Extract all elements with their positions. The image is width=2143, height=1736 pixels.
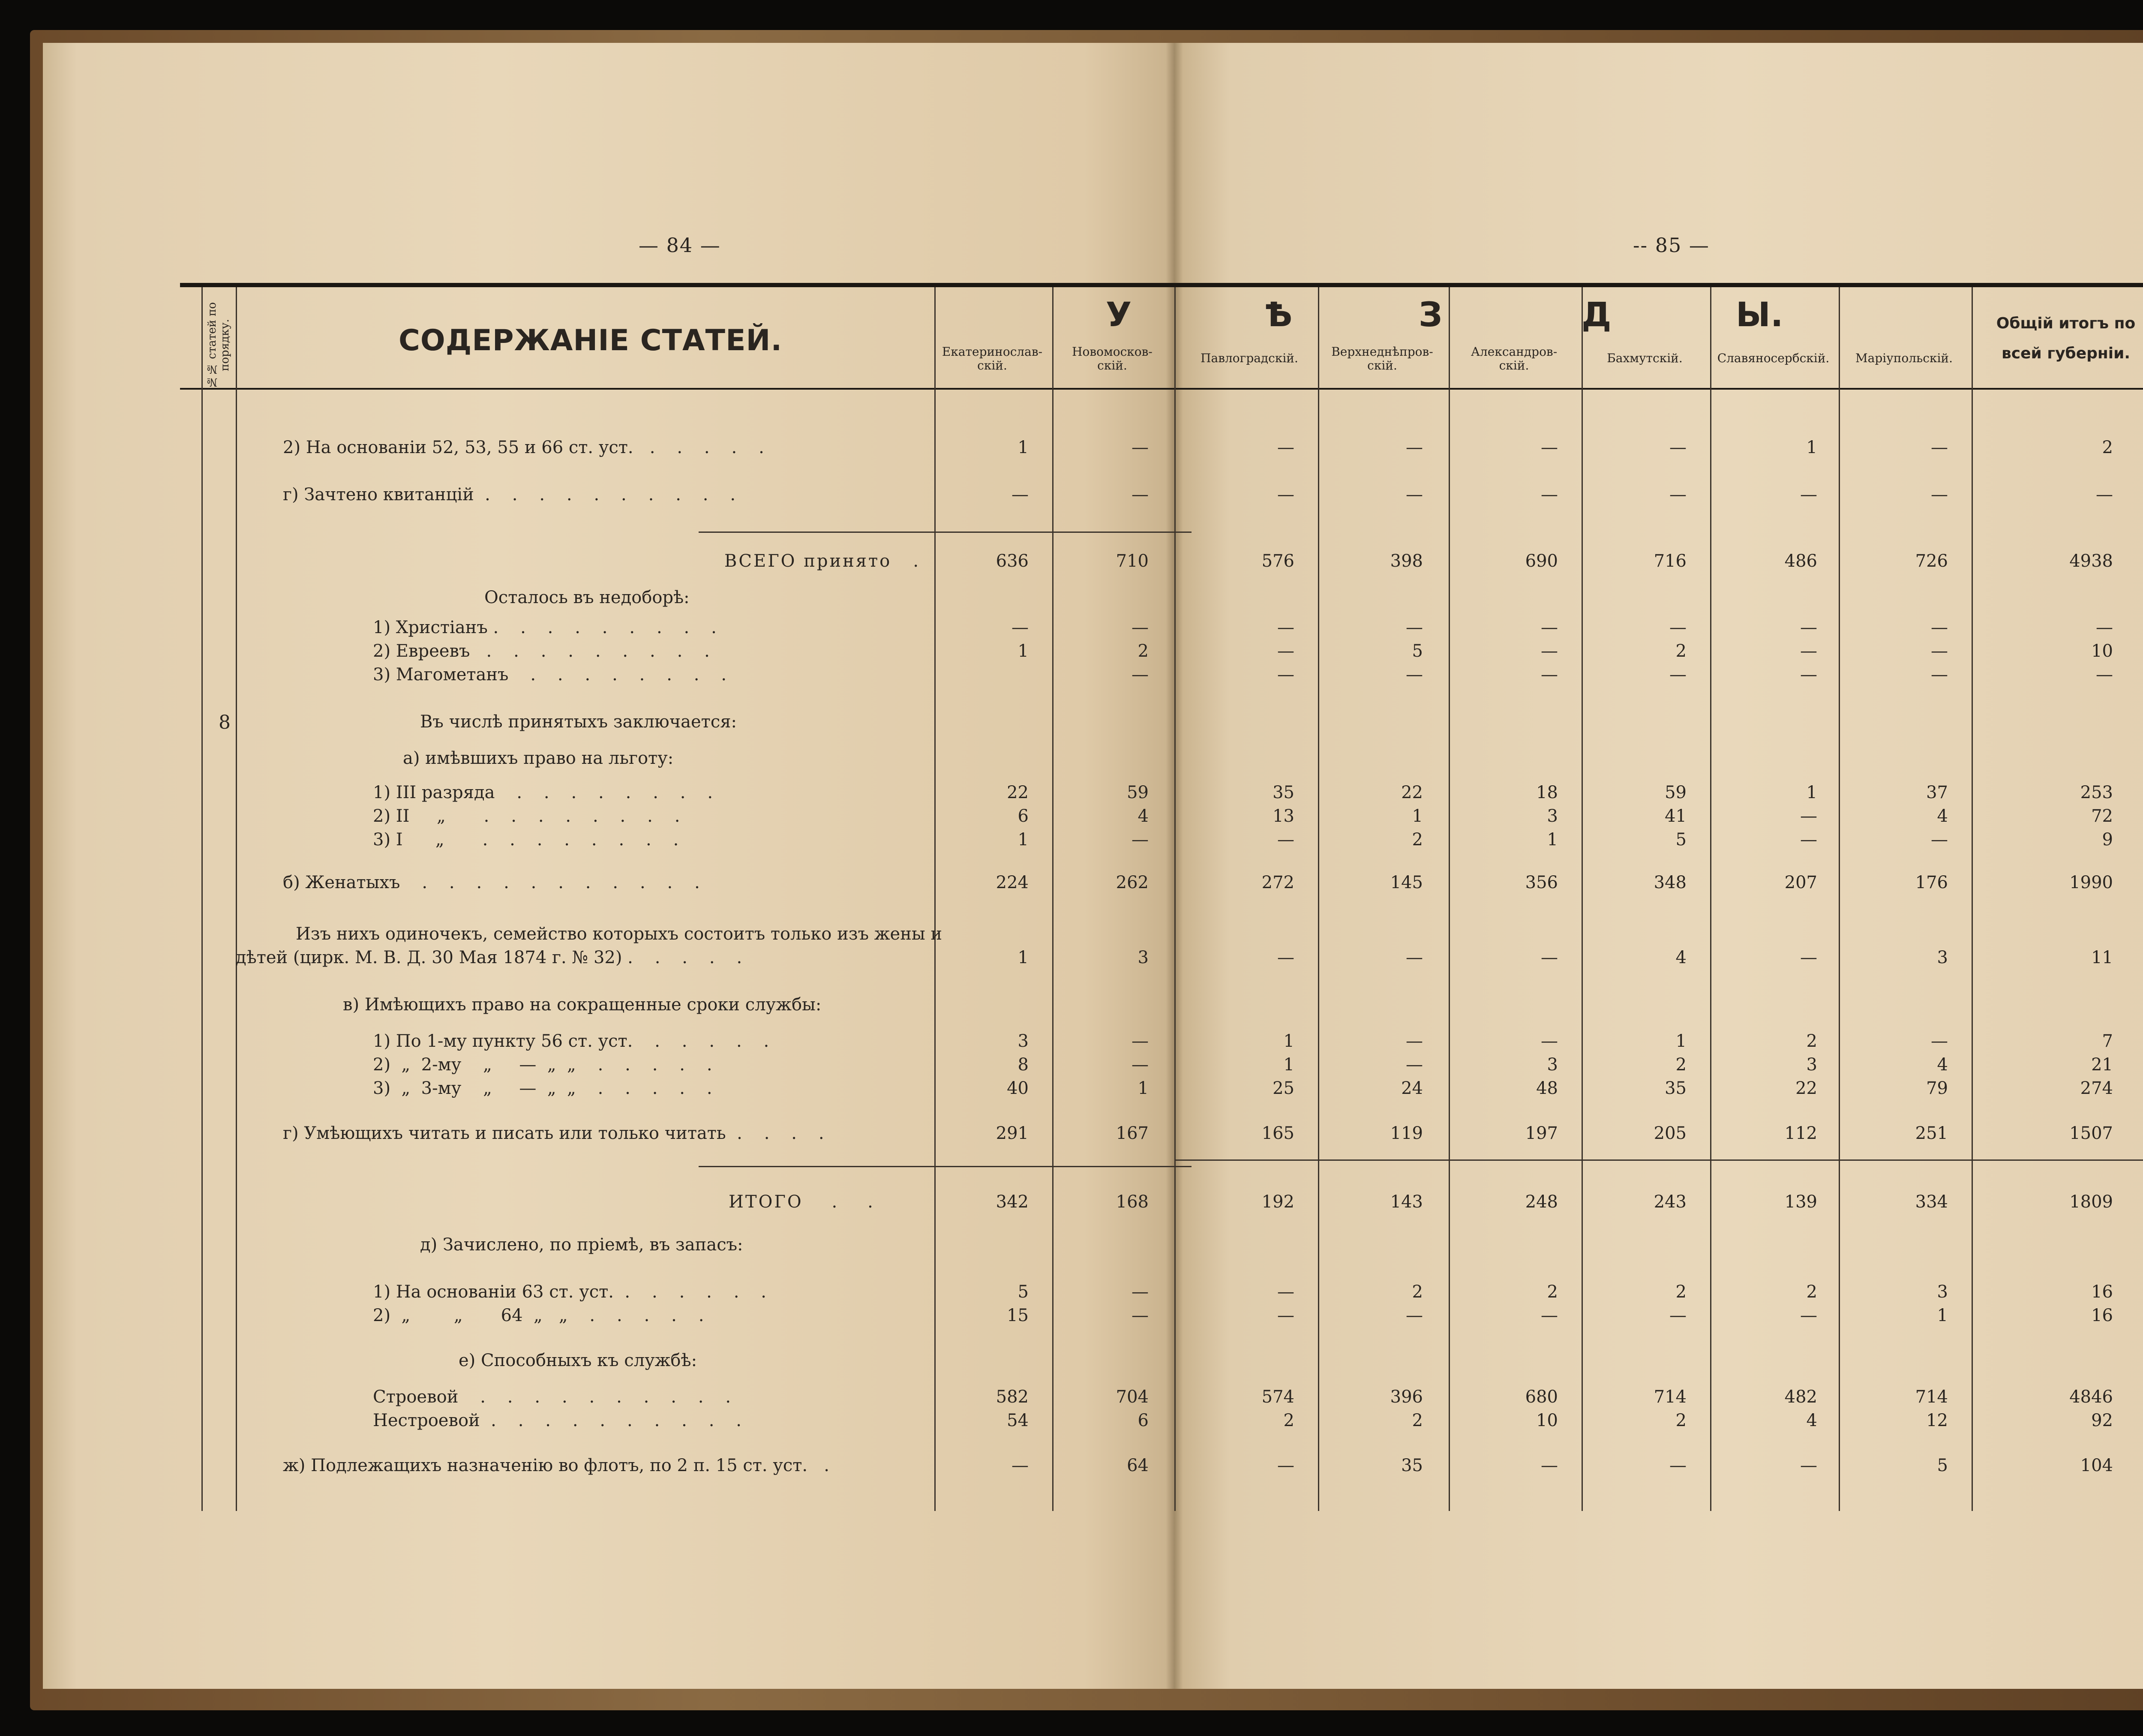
district-value-cell: 690 bbox=[1525, 551, 1558, 571]
district-header-line: скій. bbox=[1367, 358, 1397, 372]
district-value-cell: 1 bbox=[1283, 1055, 1294, 1075]
column-divider bbox=[934, 287, 936, 1511]
district-column-header bbox=[1318, 345, 1447, 372]
total-value-cell: 10 bbox=[2091, 641, 2113, 661]
row-label: 2) „ 2-му „ — „ „ . . . . . bbox=[373, 1055, 712, 1075]
district-value-cell: — bbox=[1800, 830, 1817, 850]
district-value-cell: 40 bbox=[1007, 1078, 1029, 1098]
district-value-cell: — bbox=[1541, 438, 1558, 457]
district-value-cell: 574 bbox=[1261, 1387, 1294, 1407]
table-rule bbox=[699, 532, 934, 533]
total-value-cell: 2 bbox=[2102, 438, 2113, 457]
row-label: 1) Христіанъ . . . . . . . . . bbox=[373, 618, 717, 637]
district-value-cell: 4 bbox=[1675, 948, 1687, 967]
district-column-header bbox=[1183, 351, 1316, 365]
district-value-cell: — bbox=[1541, 948, 1558, 967]
row-label: е) Способныхъ къ службѣ: bbox=[459, 1351, 697, 1370]
header-bottom-rule bbox=[180, 388, 2143, 390]
district-value-cell: 272 bbox=[1261, 873, 1294, 892]
district-value-cell: 3 bbox=[1937, 1282, 1948, 1302]
district-value-cell: — bbox=[1406, 948, 1423, 967]
district-value-cell: — bbox=[1132, 830, 1149, 850]
district-column-header bbox=[1839, 351, 1969, 365]
district-header-line: Новомосков- bbox=[1072, 345, 1153, 359]
district-value-cell: 482 bbox=[1784, 1387, 1817, 1407]
total-value-cell: — bbox=[2096, 618, 2113, 637]
district-value-cell: 3 bbox=[1138, 948, 1149, 967]
page-number-left: — 84 — bbox=[639, 234, 721, 257]
district-value-cell: — bbox=[1011, 485, 1029, 505]
district-header-line: Славяносербскій. bbox=[1717, 351, 1830, 365]
district-value-cell: 79 bbox=[1926, 1078, 1948, 1098]
district-value-cell: — bbox=[1011, 618, 1029, 637]
district-value-cell: — bbox=[1931, 641, 1948, 661]
district-value-cell: — bbox=[1541, 641, 1558, 661]
district-value-cell: 398 bbox=[1390, 551, 1423, 571]
district-header-line: Екатеринослав- bbox=[942, 345, 1043, 359]
district-value-cell: 710 bbox=[1116, 551, 1149, 571]
uezdy-letter-1: У bbox=[1106, 296, 1132, 334]
row-label: 2) На основаніи 52, 53, 55 и 66 ст. уст. . . . . . bbox=[283, 438, 764, 457]
district-value-cell: 3 bbox=[1547, 1055, 1558, 1075]
column-divider bbox=[1710, 287, 1711, 1511]
district-value-cell: — bbox=[1931, 485, 1948, 505]
district-value-cell: 3 bbox=[1937, 948, 1948, 967]
district-value-cell: 1 bbox=[1412, 806, 1423, 826]
district-value-cell: — bbox=[1406, 1306, 1423, 1325]
district-value-cell: 714 bbox=[1915, 1387, 1948, 1407]
district-value-cell: — bbox=[1931, 830, 1948, 850]
row-label: 1) III разряда . . . . . . . . bbox=[373, 783, 713, 802]
column-divider bbox=[1449, 287, 1450, 1511]
district-value-cell: 165 bbox=[1261, 1123, 1294, 1143]
district-value-cell: — bbox=[1277, 641, 1294, 661]
district-value-cell: 1 bbox=[1138, 1078, 1149, 1098]
district-value-cell: — bbox=[1406, 1031, 1423, 1051]
total-value-cell: 21 bbox=[2091, 1055, 2113, 1075]
district-value-cell: — bbox=[1132, 1031, 1149, 1051]
total-column-header: Общій итогъ по всей губерніи. bbox=[1996, 315, 2136, 362]
district-value-cell: 243 bbox=[1654, 1192, 1687, 1212]
column-divider bbox=[1839, 287, 1840, 1511]
uezdy-letter-4: Д bbox=[1582, 296, 1612, 334]
district-value-cell: — bbox=[1669, 1456, 1687, 1475]
left-page bbox=[43, 43, 1174, 1689]
row-label: д) Зачислено, по пріемѣ, въ запасъ: bbox=[420, 1235, 743, 1255]
district-value-cell: 636 bbox=[996, 551, 1029, 571]
district-value-cell: 680 bbox=[1525, 1387, 1558, 1407]
district-column-header bbox=[1449, 345, 1579, 372]
district-value-cell: 3 bbox=[1547, 806, 1558, 826]
total-value-cell: — bbox=[2096, 485, 2113, 505]
district-value-cell: — bbox=[1541, 665, 1558, 685]
total-value-cell: 253 bbox=[2080, 783, 2113, 802]
total-value-cell: 92 bbox=[2091, 1411, 2113, 1430]
district-value-cell: — bbox=[1277, 948, 1294, 967]
row-label: Строевой . . . . . . . . . . bbox=[373, 1387, 731, 1407]
row-label: ж) Подлежащихъ назначенію во флотъ, по 2 п. 15 ст. уст. . bbox=[283, 1456, 829, 1475]
district-value-cell: 5 bbox=[1412, 641, 1423, 661]
district-value-cell: 2 bbox=[1283, 1411, 1294, 1430]
column-divider bbox=[1582, 287, 1583, 1511]
district-value-cell: 119 bbox=[1390, 1123, 1423, 1143]
total-value-cell: 72 bbox=[2091, 806, 2113, 826]
column-divider bbox=[1972, 287, 1973, 1511]
district-value-cell: 37 bbox=[1926, 783, 1948, 802]
district-value-cell: 1 bbox=[1017, 948, 1029, 967]
district-header-line: скій. bbox=[1097, 358, 1127, 372]
district-column-header bbox=[1582, 351, 1708, 365]
district-value-cell: — bbox=[1406, 618, 1423, 637]
total-value-cell: — bbox=[2096, 665, 2113, 685]
district-value-cell: 6 bbox=[1017, 806, 1029, 826]
right-page bbox=[1174, 43, 2143, 1689]
column-divider bbox=[1052, 287, 1053, 1511]
district-value-cell: 18 bbox=[1536, 783, 1558, 802]
district-value-cell: 2 bbox=[1806, 1282, 1817, 1302]
row-label: а) имѣвшихъ право на льготу: bbox=[403, 748, 674, 768]
district-value-cell: 1 bbox=[1283, 1031, 1294, 1051]
table-rule bbox=[699, 1166, 934, 1167]
district-value-cell: 2 bbox=[1138, 641, 1149, 661]
district-value-cell: — bbox=[1132, 1306, 1149, 1325]
district-value-cell: 205 bbox=[1654, 1123, 1687, 1143]
district-value-cell: — bbox=[1132, 1282, 1149, 1302]
row-label: 3) „ 3-му „ — „ „ . . . . . bbox=[373, 1078, 712, 1098]
district-value-cell: — bbox=[1931, 1031, 1948, 1051]
district-value-cell: — bbox=[1669, 665, 1687, 685]
district-header-line: Маріупольскій. bbox=[1855, 351, 1953, 365]
district-value-cell: 12 bbox=[1926, 1411, 1948, 1430]
district-value-cell: 35 bbox=[1665, 1078, 1687, 1098]
district-value-cell: — bbox=[1541, 1031, 1558, 1051]
district-value-cell: — bbox=[1541, 1456, 1558, 1475]
row-label: ИТОГО . . bbox=[729, 1192, 875, 1212]
district-value-cell: 2 bbox=[1675, 1282, 1687, 1302]
district-value-cell: 59 bbox=[1127, 783, 1149, 802]
district-value-cell: — bbox=[1800, 1306, 1817, 1325]
district-value-cell: 22 bbox=[1401, 783, 1423, 802]
district-value-cell: 10 bbox=[1536, 1411, 1558, 1430]
district-value-cell: 1 bbox=[1806, 783, 1817, 802]
district-value-cell: 486 bbox=[1784, 551, 1817, 571]
district-value-cell: 726 bbox=[1915, 551, 1948, 571]
district-value-cell: — bbox=[1931, 618, 1948, 637]
district-value-cell: 291 bbox=[996, 1123, 1029, 1143]
district-value-cell: 35 bbox=[1273, 783, 1294, 802]
total-value-cell: 16 bbox=[2091, 1306, 2113, 1325]
district-value-cell: — bbox=[1800, 618, 1817, 637]
row-label: 3) I „ . . . . . . . . bbox=[373, 830, 679, 850]
district-value-cell: 4 bbox=[1806, 1411, 1817, 1430]
district-value-cell: — bbox=[1931, 665, 1948, 685]
total-value-cell: 1990 bbox=[2069, 873, 2113, 892]
district-value-cell: — bbox=[1277, 1456, 1294, 1475]
district-value-cell: 24 bbox=[1401, 1078, 1423, 1098]
district-value-cell: — bbox=[1800, 1456, 1817, 1475]
district-value-cell: 262 bbox=[1116, 873, 1149, 892]
row-label: ВСЕГО принято . bbox=[724, 551, 921, 571]
district-value-cell: 139 bbox=[1784, 1192, 1817, 1212]
row-label: 3) Магометанъ . . . . . . . . bbox=[373, 665, 727, 685]
district-value-cell: 2 bbox=[1412, 1282, 1423, 1302]
district-value-cell: 1 bbox=[1675, 1031, 1687, 1051]
district-value-cell: — bbox=[1277, 438, 1294, 457]
district-value-cell: 1 bbox=[1806, 438, 1817, 457]
district-value-cell: 112 bbox=[1784, 1123, 1817, 1143]
district-value-cell: — bbox=[1132, 485, 1149, 505]
district-value-cell: 35 bbox=[1401, 1456, 1423, 1475]
district-value-cell: 13 bbox=[1273, 806, 1294, 826]
district-value-cell: — bbox=[1132, 665, 1149, 685]
district-header-line: Бахмутскій. bbox=[1607, 351, 1683, 365]
district-value-cell: 334 bbox=[1915, 1192, 1948, 1212]
district-header-line: скій. bbox=[1499, 358, 1529, 372]
column-divider bbox=[236, 287, 237, 1511]
district-value-cell: 2 bbox=[1675, 641, 1687, 661]
district-value-cell: — bbox=[1800, 948, 1817, 967]
district-value-cell: 2 bbox=[1547, 1282, 1558, 1302]
district-value-cell: — bbox=[1800, 665, 1817, 685]
district-value-cell: 143 bbox=[1390, 1192, 1423, 1212]
section-number: 8 bbox=[219, 712, 231, 733]
district-value-cell: 1 bbox=[1547, 830, 1558, 850]
district-value-cell: — bbox=[1800, 806, 1817, 826]
district-value-cell: 22 bbox=[1007, 783, 1029, 802]
district-value-cell: — bbox=[1277, 665, 1294, 685]
district-value-cell: 6 bbox=[1138, 1411, 1149, 1430]
district-column-header bbox=[934, 345, 1050, 372]
district-value-cell: 59 bbox=[1665, 783, 1687, 802]
district-value-cell: 342 bbox=[996, 1192, 1029, 1212]
district-value-cell: — bbox=[1669, 618, 1687, 637]
district-value-cell: — bbox=[1011, 1456, 1029, 1475]
total-value-cell: 11 bbox=[2091, 948, 2113, 967]
district-value-cell: — bbox=[1931, 438, 1948, 457]
district-value-cell: — bbox=[1669, 1306, 1687, 1325]
row-label: Изъ нихъ одиночекъ, семейство которыхъ состоитъ только изъ жены и bbox=[296, 924, 942, 944]
district-value-cell: — bbox=[1277, 830, 1294, 850]
district-value-cell: — bbox=[1406, 438, 1423, 457]
district-value-cell: — bbox=[1800, 641, 1817, 661]
district-value-cell: — bbox=[1406, 1055, 1423, 1075]
row-label: Осталось въ недоборѣ: bbox=[484, 588, 690, 607]
district-value-cell: 4 bbox=[1138, 806, 1149, 826]
row-label: 2) „ „ 64 „ „ . . . . . bbox=[373, 1306, 704, 1325]
district-value-cell: 64 bbox=[1127, 1456, 1149, 1475]
row-label: Нестроевой . . . . . . . . . . bbox=[373, 1411, 742, 1430]
row-label: 2) II „ . . . . . . . . bbox=[373, 806, 680, 826]
table-rule bbox=[934, 1166, 1192, 1167]
district-value-cell: 4 bbox=[1937, 806, 1948, 826]
district-value-cell: 48 bbox=[1536, 1078, 1558, 1098]
district-value-cell: 576 bbox=[1261, 551, 1294, 571]
district-header-line: Павлоградскій. bbox=[1201, 351, 1298, 365]
district-header-line: скій. bbox=[977, 358, 1007, 372]
uezdy-letter-3: З bbox=[1419, 296, 1443, 334]
district-value-cell: 2 bbox=[1412, 830, 1423, 850]
row-label: в) Имѣющихъ право на сокращенные сроки службы: bbox=[343, 995, 822, 1015]
row-label: 1) На основаніи 63 ст. уст. . . . . . . bbox=[373, 1282, 767, 1302]
district-value-cell: 3 bbox=[1017, 1031, 1029, 1051]
table-rule bbox=[934, 532, 1192, 533]
uezdy-letter-2: Ѣ bbox=[1264, 296, 1293, 334]
district-value-cell: 2 bbox=[1675, 1411, 1687, 1430]
district-value-cell: 197 bbox=[1525, 1123, 1558, 1143]
district-value-cell: — bbox=[1277, 618, 1294, 637]
total-value-cell: 4846 bbox=[2069, 1387, 2113, 1407]
column-divider bbox=[1174, 287, 1176, 1511]
district-value-cell: 356 bbox=[1525, 873, 1558, 892]
table-rule bbox=[1174, 1159, 2143, 1161]
row-label: дѣтей (цирк. М. В. Д. 30 Мая 1874 г. № 32) . . . . . bbox=[236, 948, 742, 967]
district-header-line: Верхнеднѣпров- bbox=[1331, 345, 1433, 359]
district-value-cell: 2 bbox=[1675, 1055, 1687, 1075]
district-value-cell: — bbox=[1132, 1055, 1149, 1075]
district-value-cell: 1 bbox=[1017, 830, 1029, 850]
district-value-cell: — bbox=[1541, 618, 1558, 637]
district-header-line: Александров- bbox=[1471, 345, 1558, 359]
page-title: СОДЕРЖАНІЕ СТАТЕЙ. bbox=[399, 324, 783, 357]
district-value-cell: 1 bbox=[1937, 1306, 1948, 1325]
district-value-cell: 1 bbox=[1017, 641, 1029, 661]
district-value-cell: 22 bbox=[1795, 1078, 1817, 1098]
district-value-cell: 348 bbox=[1654, 873, 1687, 892]
district-value-cell: 25 bbox=[1273, 1078, 1294, 1098]
district-value-cell: 1 bbox=[1017, 438, 1029, 457]
row-number-header: №№ статей по порядку. bbox=[206, 302, 231, 388]
row-label: Въ числѣ принятыхъ заключается: bbox=[420, 712, 737, 732]
row-label: г) Зачтено квитанцій . . . . . . . . . . bbox=[283, 485, 736, 505]
district-value-cell: — bbox=[1277, 1306, 1294, 1325]
row-label: б) Женатыхъ . . . . . . . . . . . bbox=[283, 873, 700, 892]
district-value-cell: 396 bbox=[1390, 1387, 1423, 1407]
total-value-cell: 4938 bbox=[2069, 551, 2113, 571]
district-value-cell: — bbox=[1541, 1306, 1558, 1325]
district-value-cell: — bbox=[1669, 485, 1687, 505]
district-value-cell: 5 bbox=[1017, 1282, 1029, 1302]
district-value-cell: — bbox=[1669, 438, 1687, 457]
district-value-cell: 192 bbox=[1261, 1192, 1294, 1212]
row-label: г) Умѣющихъ читать и писать или только читать . . . . bbox=[283, 1123, 824, 1143]
total-value-cell: 274 bbox=[2080, 1078, 2113, 1098]
district-value-cell: 15 bbox=[1007, 1306, 1029, 1325]
district-value-cell: — bbox=[1132, 438, 1149, 457]
column-divider bbox=[1318, 287, 1319, 1511]
district-column-header bbox=[1710, 351, 1837, 365]
district-column-header bbox=[1052, 345, 1172, 372]
district-value-cell: — bbox=[1406, 665, 1423, 685]
district-value-cell: 248 bbox=[1525, 1192, 1558, 1212]
district-value-cell: 224 bbox=[996, 873, 1029, 892]
uezdy-letter-5: Ы. bbox=[1736, 296, 1783, 334]
district-value-cell: 251 bbox=[1915, 1123, 1948, 1143]
district-value-cell: — bbox=[1277, 485, 1294, 505]
district-value-cell: 207 bbox=[1784, 873, 1817, 892]
district-value-cell: 54 bbox=[1007, 1411, 1029, 1430]
district-value-cell: 2 bbox=[1806, 1031, 1817, 1051]
total-value-cell: 9 bbox=[2102, 830, 2113, 850]
district-value-cell: — bbox=[1132, 618, 1149, 637]
district-value-cell: 5 bbox=[1937, 1456, 1948, 1475]
district-value-cell: 582 bbox=[996, 1387, 1029, 1407]
district-value-cell: 176 bbox=[1915, 873, 1948, 892]
district-value-cell: 4 bbox=[1937, 1055, 1948, 1075]
district-value-cell: 167 bbox=[1116, 1123, 1149, 1143]
total-value-cell: 16 bbox=[2091, 1282, 2113, 1302]
district-value-cell: 8 bbox=[1017, 1055, 1029, 1075]
row-label: 2) Евреевъ . . . . . . . . . bbox=[373, 641, 710, 661]
column-divider bbox=[201, 287, 203, 1511]
total-value-cell: 1809 bbox=[2069, 1192, 2113, 1212]
district-value-cell: — bbox=[1406, 485, 1423, 505]
row-label: 1) По 1-му пункту 56 ст. уст. . . . . . bbox=[373, 1031, 769, 1051]
district-value-cell: 704 bbox=[1116, 1387, 1149, 1407]
table-top-rule bbox=[180, 283, 2143, 287]
district-value-cell: 145 bbox=[1390, 873, 1423, 892]
district-value-cell: 3 bbox=[1806, 1055, 1817, 1075]
page-number-right: -- 85 — bbox=[1633, 234, 1710, 257]
district-value-cell: 716 bbox=[1654, 551, 1687, 571]
district-value-cell: — bbox=[1277, 1282, 1294, 1302]
district-value-cell: 41 bbox=[1665, 806, 1687, 826]
district-value-cell: 5 bbox=[1675, 830, 1687, 850]
district-value-cell: 2 bbox=[1412, 1411, 1423, 1430]
total-value-cell: 1507 bbox=[2069, 1123, 2113, 1143]
district-value-cell: — bbox=[1800, 485, 1817, 505]
total-value-cell: 104 bbox=[2080, 1456, 2113, 1475]
total-value-cell: 7 bbox=[2102, 1031, 2113, 1051]
district-value-cell: 168 bbox=[1116, 1192, 1149, 1212]
district-value-cell: — bbox=[1541, 485, 1558, 505]
district-value-cell: 714 bbox=[1654, 1387, 1687, 1407]
